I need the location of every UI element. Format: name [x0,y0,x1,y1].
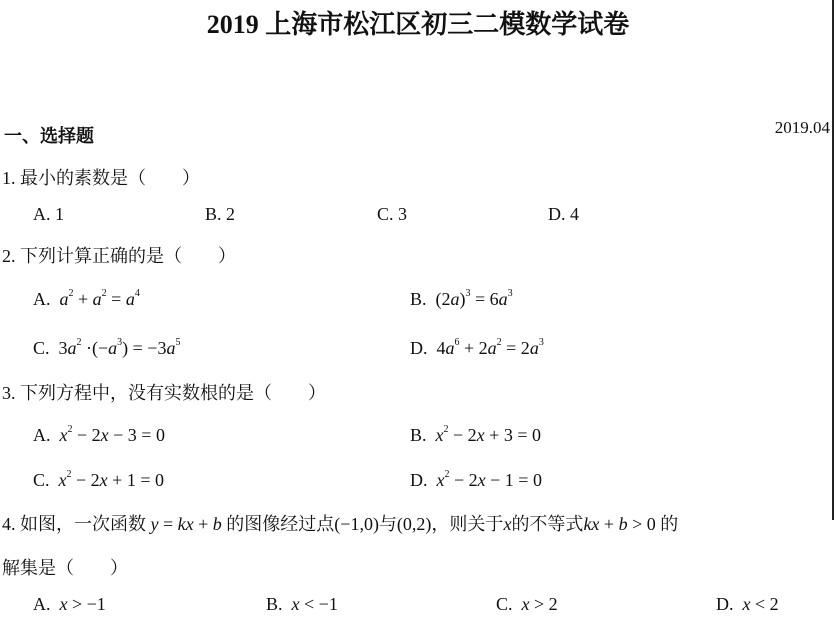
question-2: 2. 下列计算正确的是（ ） [2,246,236,266]
q4-option-d: D. x < 2 [716,594,779,614]
question-3: 3. 下列方程中，没有实数根的是（ ） [2,383,326,403]
page-title: 2019 上海市松江区初三二模数学试卷 [206,10,630,39]
q2-option-c: C. $3a^2 \cdot(-a^3) = -3a^5$ [33,337,181,358]
question-4: 4. 如图，一次函数 y = kx + b 的图像经过点(−1,0)与(0,2)，则关于x的不等式kx + b > 0 的 [2,514,679,534]
section-heading: 一、选择题 [4,126,94,146]
q2-option-d: D. $4a^6 + 2a^2 = 2a^3$ [410,337,544,358]
page-edge [832,0,834,520]
q2-option-b: B. $(2a)^3 = 6a^3$ [410,288,513,309]
question-1: 1. 最小的素数是（ ） [2,168,200,188]
q4-option-c: C. x > 2 [496,594,558,614]
q2-option-a: A. $a^2 + a^2 = a^4$ [33,288,140,309]
exam-date: 2019.04 [774,118,830,137]
question-4-cont: 解集是（ ） [2,558,128,578]
q3-option-d: D. $x^2 - 2x - 1 = 0$ [410,469,542,490]
q3-option-a: A. $x^2 - 2x - 3 = 0$ [33,424,165,445]
q1-option-d: D. 4 [548,204,579,224]
q4-option-a: A. x > −1 [33,594,106,614]
q1-option-c: C. 3 [377,204,408,224]
q3-option-b: B. $x^2 - 2x + 3 = 0$ [410,424,541,445]
q3-option-c: C. $x^2 - 2x + 1 = 0$ [33,469,164,490]
q4-option-b: B. x < −1 [266,594,338,614]
q1-option-b: B. 2 [205,204,236,224]
q1-option-a: A. 1 [33,204,64,224]
